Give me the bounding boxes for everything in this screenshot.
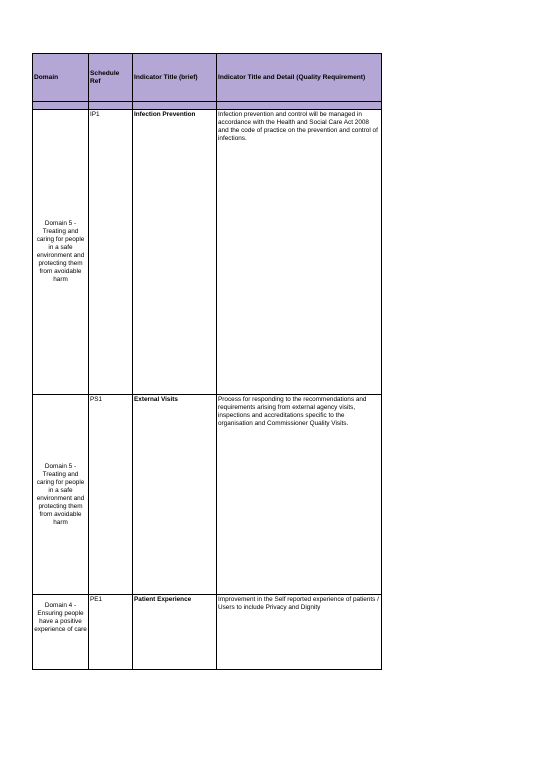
header-indicator-brief: Indicator Title (brief) xyxy=(133,54,217,102)
spacer-cell xyxy=(217,102,382,110)
indicator-table xyxy=(32,53,382,670)
spacer-cell xyxy=(133,102,217,110)
domain-cell: Domain 5 - Treating and caring for people in a safe environment and protecting them from avoidable harm xyxy=(33,395,89,595)
indicator-brief-cell: External Visits xyxy=(133,395,217,595)
indicator-detail-cell: Process for responding to the recommendations and requirements arising from external agency visits, inspections and accreditations specific to the organisation and Commissioner Quality Visits. xyxy=(217,395,382,595)
table-row xyxy=(33,395,382,595)
header-schedule-ref: Schedule Ref xyxy=(89,54,133,102)
spacer-cell xyxy=(89,102,133,110)
table-row xyxy=(33,110,382,395)
table-row xyxy=(33,595,382,670)
indicator-brief-cell: Patient Experience xyxy=(133,595,217,670)
schedule-ref-cell: IP1 xyxy=(89,110,133,395)
header-spacer-row xyxy=(33,102,382,110)
indicator-detail-cell: Improvement in the Self reported experience of patients / Users to include Privacy and Dignity xyxy=(217,595,382,670)
header-domain: Domain xyxy=(33,54,89,102)
schedule-ref-cell: PS1 xyxy=(89,395,133,595)
domain-cell: Domain 5 - Treating and caring for people in a safe environment and protecting them from avoidable harm xyxy=(33,110,89,395)
header-row xyxy=(33,54,382,102)
domain-cell: Domain 4 - Ensuring people have a positive experience of care xyxy=(33,595,89,670)
schedule-ref-cell: PE1 xyxy=(89,595,133,670)
spacer-cell xyxy=(33,102,89,110)
header-indicator-detail: Indicator Title and Detail (Quality Requirement) xyxy=(217,54,382,102)
indicator-detail-cell: Infection prevention and control will be managed in accordance with the Health and Social Care Act 2008 and the code of practice on the prevention and control of infections. xyxy=(217,110,382,395)
indicator-brief-cell: Infection Prevention xyxy=(133,110,217,395)
